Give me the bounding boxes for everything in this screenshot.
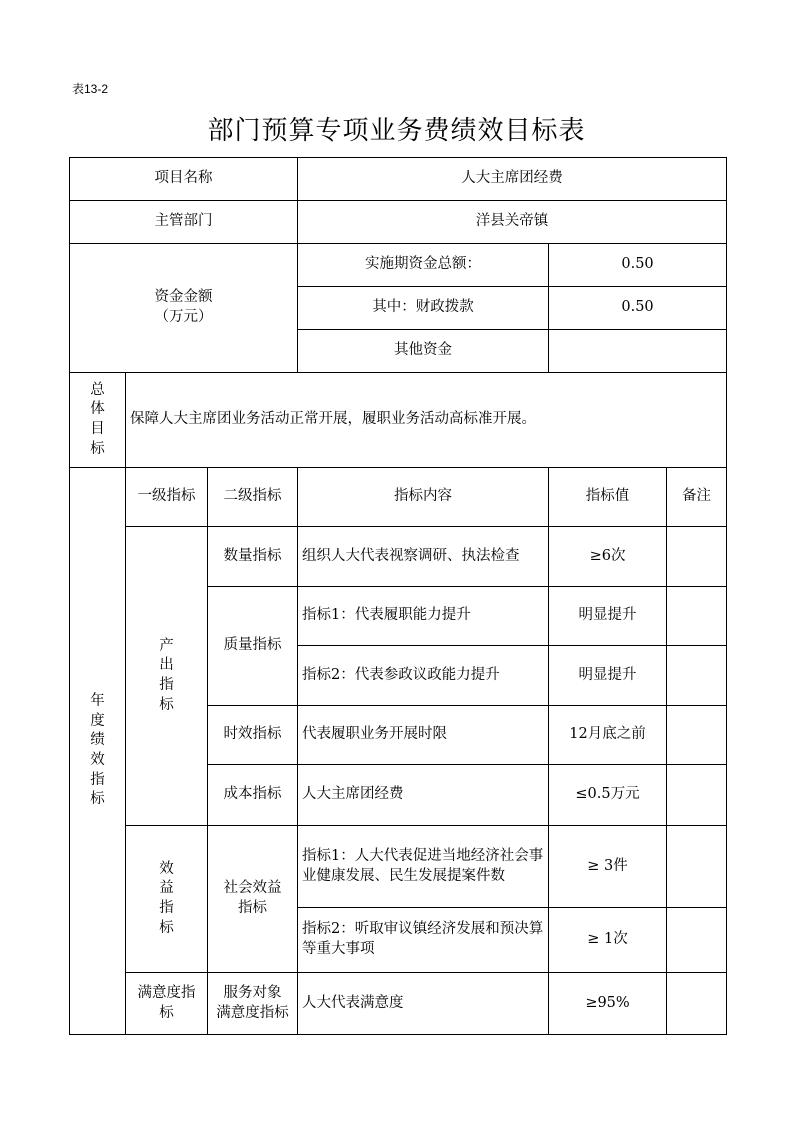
funds-total-value: 0.50 <box>549 244 727 287</box>
satisfaction-value: ≥95% <box>549 973 667 1035</box>
quality-indicator-name: 质量指标 <box>208 587 298 706</box>
satisfaction-level2-line1: 服务对象 <box>223 984 282 1001</box>
overall-goal-label-char: 标 <box>90 440 105 457</box>
annual-label-char: 指 <box>90 771 105 788</box>
quality-value-1: 明显提升 <box>549 587 667 646</box>
satisfaction-level1-line2: 标 <box>159 1004 174 1021</box>
satisfaction-content: 人大代表满意度 <box>298 973 549 1035</box>
indicator-header-row <box>70 468 727 527</box>
annual-label-char: 度 <box>90 712 105 729</box>
header-level1: 一级指标 <box>126 468 208 527</box>
quantity-indicator-name: 数量指标 <box>208 527 298 587</box>
quality-content-1: 指标1：代表履职能力提升 <box>298 587 549 646</box>
quantity-note <box>667 527 727 587</box>
benefit-label-char: 标 <box>159 919 174 936</box>
overall-goal-label-char: 目 <box>90 421 105 437</box>
project-name-value: 人大主席团经费 <box>298 158 727 201</box>
project-name-label: 项目名称 <box>70 158 298 201</box>
output-label-char: 产 <box>159 637 174 654</box>
project-name-row <box>70 158 727 201</box>
header-note: 备注 <box>667 468 727 527</box>
timeliness-content: 代表履职业务开展时限 <box>298 706 549 765</box>
annual-label-char: 标 <box>90 791 105 808</box>
social-benefit-value-2: ≥ 1次 <box>549 908 667 973</box>
performance-target-table <box>69 157 727 1035</box>
satisfaction-level2 <box>208 973 298 1035</box>
header-value: 指标值 <box>549 468 667 527</box>
satisfaction-level1-line1: 满意度指 <box>137 984 196 1001</box>
social-benefit-content-1: 指标1：人大代表促进当地经济社会事业健康发展、民生发展提案件数 <box>298 826 549 908</box>
overall-goal-label-char: 总 <box>90 381 105 398</box>
output-indicators-label <box>126 527 208 826</box>
benefit-label-char: 效 <box>159 860 174 877</box>
annual-indicators-label <box>70 468 126 1035</box>
social-benefit-indicator-name <box>208 826 298 973</box>
annual-label-char: 绩 <box>90 732 105 749</box>
quantity-value: ≥6次 <box>549 527 667 587</box>
quality-note-1 <box>667 587 727 646</box>
funds-fiscal-label: 其中：财政拨款 <box>298 287 549 330</box>
quality-content-2: 指标2：代表参政议政能力提升 <box>298 646 549 706</box>
quantity-content: 组织人大代表视察调研、执法检查 <box>298 527 549 587</box>
funds-fiscal-value: 0.50 <box>549 287 727 330</box>
table-number: 表13-2 <box>72 82 109 96</box>
annual-label-char: 效 <box>90 752 105 768</box>
quantity-row <box>70 527 727 587</box>
funds-label-line1: 资金金额 <box>154 289 213 306</box>
satisfaction-level2-line2: 满意度指标 <box>216 1004 289 1021</box>
benefit-label-char: 益 <box>159 880 174 897</box>
benefit-label-char: 指 <box>159 900 174 916</box>
social-benefit-value-1: ≥ 3件 <box>549 826 667 908</box>
satisfaction-note <box>667 973 727 1035</box>
output-label-char: 出 <box>159 657 174 674</box>
output-label-char: 指 <box>159 677 174 693</box>
satisfaction-row <box>70 973 727 1035</box>
overall-goal-label-char: 体 <box>90 401 105 418</box>
header-content: 指标内容 <box>298 468 549 527</box>
quality-note-2 <box>667 646 727 706</box>
overall-goal-label <box>70 373 126 468</box>
funds-label <box>70 244 298 373</box>
cost-indicator-name: 成本指标 <box>208 765 298 826</box>
funds-total-label: 实施期资金总额： <box>298 244 549 287</box>
quality-value-2: 明显提升 <box>549 646 667 706</box>
funds-other-value <box>549 330 727 373</box>
page-title: 部门预算专项业务费绩效目标表 <box>207 116 586 146</box>
department-label: 主管部门 <box>70 201 298 244</box>
satisfaction-level1 <box>126 973 208 1035</box>
cost-value: ≤0.5万元 <box>549 765 667 826</box>
funds-label-line2: （万元） <box>154 309 213 325</box>
timeliness-note <box>667 706 727 765</box>
benefit-indicators-label <box>126 826 208 973</box>
social-benefit-note-2 <box>667 908 727 973</box>
overall-goal-row <box>70 373 727 468</box>
funds-other-label: 其他资金 <box>298 330 549 373</box>
header-level2: 二级指标 <box>208 468 298 527</box>
social-benefit-name-line1: 社会效益 <box>223 880 282 897</box>
overall-goal-text: 保障人大主席团业务活动正常开展，履职业务活动高标准开展。 <box>126 373 727 468</box>
cost-note <box>667 765 727 826</box>
department-row <box>70 201 727 244</box>
timeliness-indicator-name: 时效指标 <box>208 706 298 765</box>
annual-label-char: 年 <box>90 693 105 710</box>
social-benefit-row-1 <box>70 826 727 908</box>
department-value: 洋县关帝镇 <box>298 201 727 244</box>
social-benefit-note-1 <box>667 826 727 908</box>
funds-total-row <box>70 244 727 287</box>
timeliness-value: 12月底之前 <box>549 706 667 765</box>
social-benefit-name-line2: 指标 <box>238 900 267 916</box>
output-label-char: 标 <box>159 696 174 713</box>
social-benefit-content-2: 指标2：听取审议镇经济发展和预决算等重大事项 <box>298 908 549 973</box>
cost-content: 人大主席团经费 <box>298 765 549 826</box>
